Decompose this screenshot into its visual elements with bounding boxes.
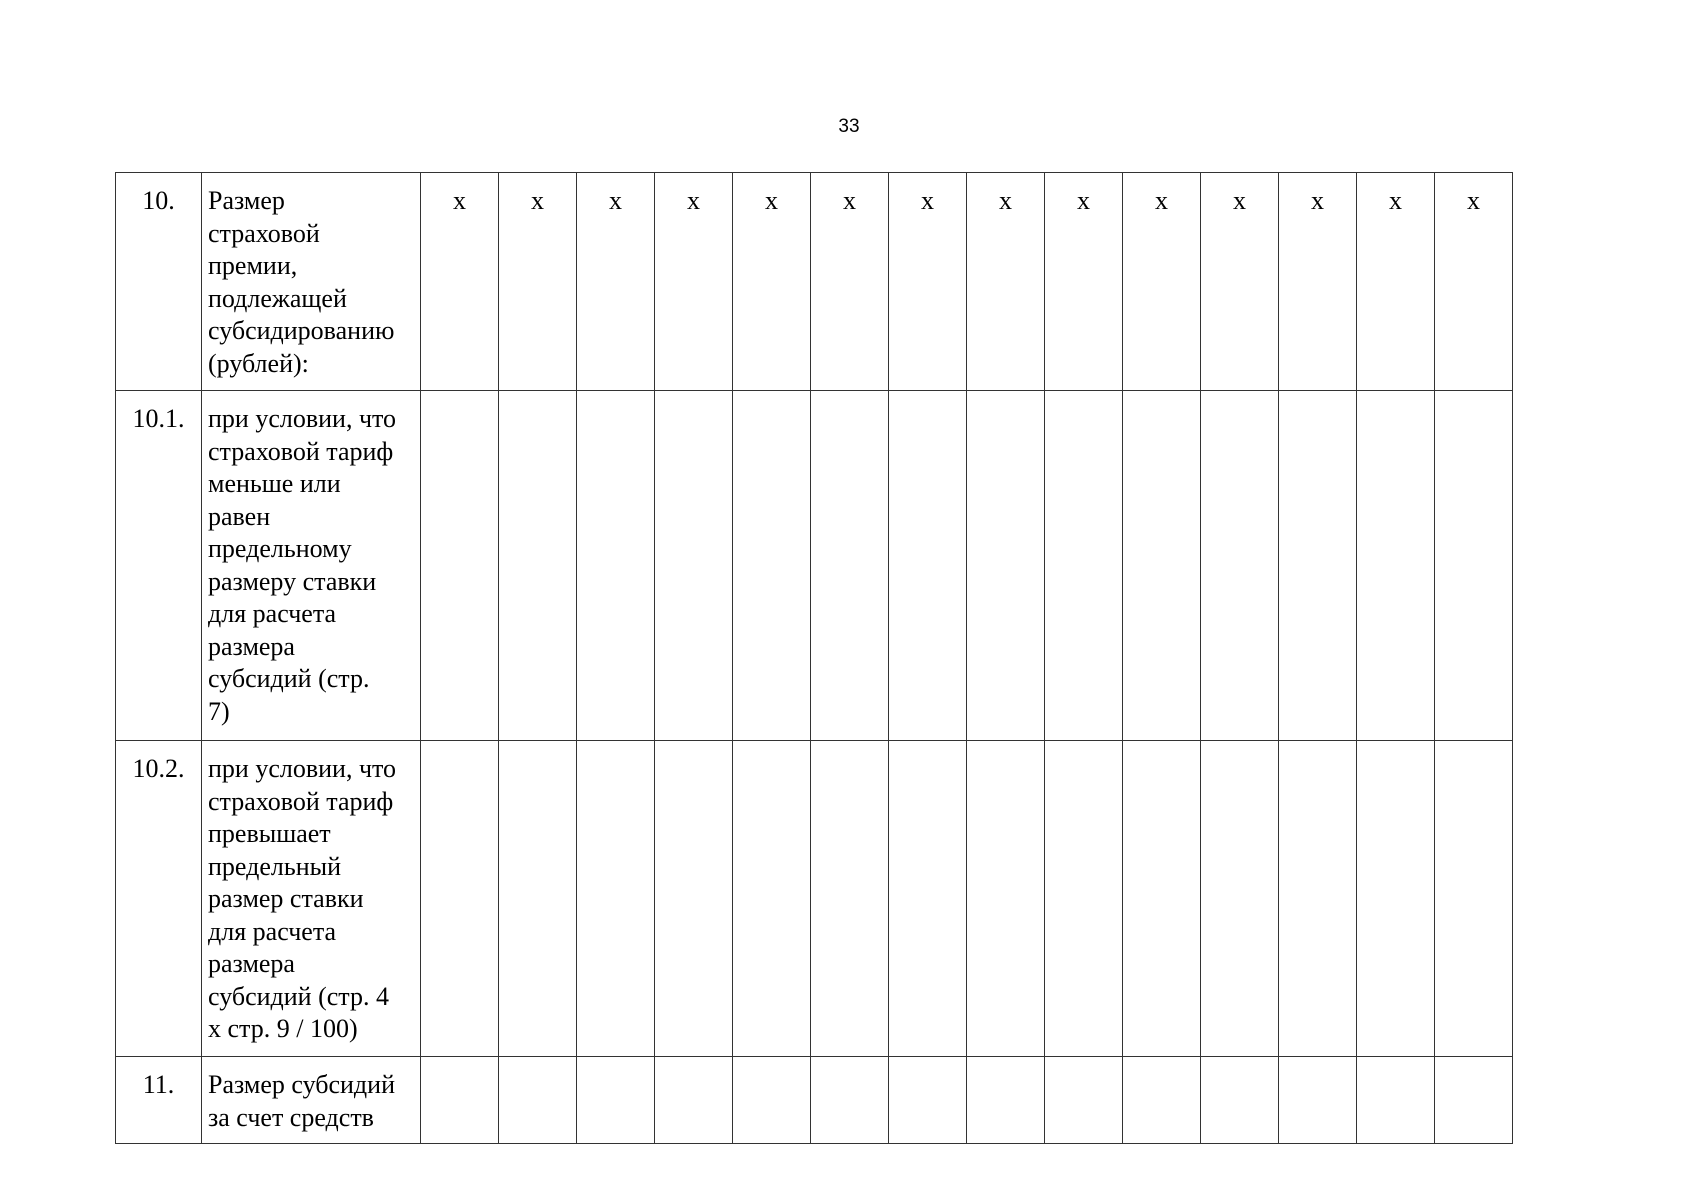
row-number: 11. — [116, 1057, 202, 1144]
row-label-line: (рублей): — [208, 348, 309, 378]
table-row — [116, 741, 1513, 1057]
row-label-line: предельный — [208, 851, 342, 881]
value-cell: x — [1357, 173, 1435, 391]
value-cell — [1279, 741, 1357, 1057]
value-cell — [967, 741, 1045, 1057]
value-cell — [967, 391, 1045, 741]
value-cell — [967, 1057, 1045, 1144]
row-label-line: при условии, что — [208, 404, 397, 433]
value-cell — [499, 1057, 577, 1144]
value-cell — [1435, 391, 1513, 741]
row-label-line: страховой — [208, 218, 320, 248]
value-cell — [1279, 391, 1357, 741]
row-label-line: субсидий (стр. 4 — [208, 981, 389, 1011]
value-cell — [499, 391, 577, 741]
value-cell — [733, 741, 811, 1057]
row-label-line: для расчета — [208, 599, 337, 628]
value-cell: x — [811, 173, 889, 391]
row-number: 10.2. — [116, 741, 202, 1057]
row-label-line: Размер — [208, 186, 285, 215]
value-cell: x — [577, 173, 655, 391]
row-label-line: Размер субсидий — [208, 1070, 395, 1099]
row-label-line: субсидированию — [208, 316, 395, 345]
value-cell — [811, 391, 889, 741]
value-cell — [655, 741, 733, 1057]
row-label-line: меньше или — [208, 469, 341, 498]
row-label — [202, 741, 421, 1057]
value-cell — [733, 391, 811, 741]
value-cell — [889, 741, 967, 1057]
value-cell — [1045, 741, 1123, 1057]
value-cell — [1279, 1057, 1357, 1144]
value-cell — [1357, 741, 1435, 1057]
value-cell — [811, 1057, 889, 1144]
row-label-line: размера — [208, 949, 295, 978]
value-cell — [577, 1057, 655, 1144]
value-cell: x — [1123, 173, 1201, 391]
row-label-line: при условии, что — [208, 754, 397, 783]
value-cell: x — [1201, 173, 1279, 391]
row-label-line: за счет средств — [208, 1102, 374, 1132]
row-label-line: x стр. 9 / 100) — [208, 1014, 358, 1043]
value-cell: x — [421, 173, 499, 391]
row-label — [202, 391, 421, 741]
value-cell: x — [967, 173, 1045, 391]
value-cell: x — [499, 173, 577, 391]
value-cell — [655, 391, 733, 741]
value-cell — [577, 391, 655, 741]
value-cell — [1435, 1057, 1513, 1144]
value-cell — [1123, 741, 1201, 1057]
value-cell — [1045, 391, 1123, 741]
row-label-line: размер ставки — [208, 884, 364, 913]
value-cell — [499, 741, 577, 1057]
row-label — [202, 173, 421, 391]
row-label-line: 7) — [208, 696, 230, 726]
value-cell — [1357, 1057, 1435, 1144]
value-cell — [1201, 741, 1279, 1057]
row-label — [202, 1057, 421, 1144]
row-label-line: подлежащей — [208, 283, 347, 313]
row-number: 10. — [116, 173, 202, 391]
row-label-line: страховой тариф — [208, 436, 394, 466]
value-cell — [1201, 391, 1279, 741]
row-label-line: для расчета — [208, 916, 337, 946]
table-row — [116, 1057, 1513, 1144]
row-label-line: размера — [208, 631, 295, 661]
row-number: 10.1. — [116, 391, 202, 741]
value-cell — [811, 741, 889, 1057]
page-number: 33 — [838, 116, 860, 137]
row-label-line: предельному — [208, 534, 352, 563]
row-label-line: субсидий (стр. — [208, 664, 370, 693]
value-cell — [733, 1057, 811, 1144]
value-cell: x — [1045, 173, 1123, 391]
value-cell — [1357, 391, 1435, 741]
value-cell — [1123, 1057, 1201, 1144]
value-cell — [421, 1057, 499, 1144]
row-label-line: размеру ставки — [208, 566, 377, 596]
value-cell — [889, 1057, 967, 1144]
value-cell — [421, 391, 499, 741]
value-cell — [1045, 1057, 1123, 1144]
table-row — [116, 173, 1513, 391]
value-cell — [577, 741, 655, 1057]
row-label-line: равен — [208, 501, 271, 531]
value-cell: x — [733, 173, 811, 391]
table-row — [116, 391, 1513, 741]
value-cell: x — [1279, 173, 1357, 391]
value-cell: x — [1435, 173, 1513, 391]
row-label-line: премии, — [208, 251, 298, 280]
value-cell — [889, 391, 967, 741]
value-cell — [1123, 391, 1201, 741]
value-cell — [1201, 1057, 1279, 1144]
row-label-line: страховой тариф — [208, 786, 394, 816]
row-label-line: превышает — [208, 819, 331, 848]
value-cell — [421, 741, 499, 1057]
value-cell: x — [655, 173, 733, 391]
value-cell — [655, 1057, 733, 1144]
subsidy-table — [115, 172, 1513, 1144]
value-cell: x — [889, 173, 967, 391]
value-cell — [1435, 741, 1513, 1057]
